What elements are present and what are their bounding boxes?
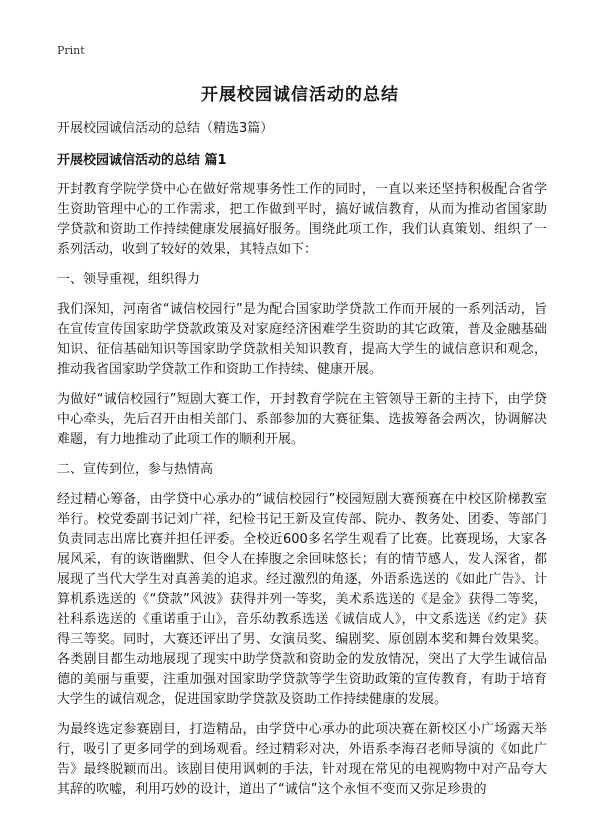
document-subtitle: 开展校园诚信活动的总结（精选3篇） [57,121,274,136]
paragraph-intro: 开封教育学院学贷中心在做好常规事务性工作的同时，一直以来还坚持积极配合省学生资助管理中心的工作需求，把工作做到平时，搞好诚信教育，从而为推动省国家助学贷款和资助工作持续健康发展搞好服务。围绕此项工作，我们认真策划、组织了一系列活动，收到了较好的效果，其特点如下： [57,182,547,257]
paragraph-preparation: 为做好“诚信校园行”短剧大赛工作，开封教育学院在主管领导王新的主持下，由学贷中心牵头，先后召开由相关部门、系部参加的大赛征集、选拔筹备会两次，协调解决难题，有力地推动了此项工作的顺利开展。 [57,392,547,447]
page-title: 开展校园诚信活动的总结 [201,85,399,105]
heading-leadership: 一、领导重视，组织得力 [57,272,201,287]
print-link[interactable]: Print [57,44,85,57]
heading-publicity: 二、宣传到位，参与热情高 [57,462,214,477]
document-body [57,120,547,810]
section-title: 开展校园诚信活动的总结 篇1 [57,153,227,168]
paragraph-awareness: 我们深知，河南省“诚信校园行”是为配合国家助学贷款工作而开展的一系列活动，旨在宣传宣传国家助学贷款政策及对家庭经济困难学生资助的其它政策，普及金融基础知识、征信基础知识等国家助学贷款相关知识教育，提高大学生的诚信意识和观念，推动我省国家助学贷款工作和资助工作持续、健康开展。 [57,302,547,377]
paragraph-competition: 经过精心筹备，由学贷中心承办的“诚信校园行”校园短剧大赛预赛在中校区阶梯教室举行。校党委副书记刘广祥，纪检书记王新及宣传部、院办、教务处、团委、等部门负责同志出席比赛并担任评委。全校近600多名学生观看了比赛。比赛现场，大家各展风采，有的诙谐幽默、但令人在捧腹之余回味悠长；有的情节感人，发人深省，都展现了当代大学生对真善美的追求。经过激烈的角逐，外语系选送的《如此广告》、计算机系选送的《“贷款”风波》获得并列一等奖，美术系选送的《是金》获得二等奖，社科系选送的《重诺重于山》，音乐幼教系选送《诚信成人》，中文系选送《约定》获得三等奖。同时，大赛还评出了男、女演员奖、编剧奖、原创剧本奖和舞台效果奖。各类剧目都生动地展现了现实中助学贷款和资助金的发放情况，突出了大学生诚信品德的美丽与重要，注重加强对国家助学贷款等学生资助政策的宣传教育，有助于培育大学生的诚信观念，促进国家助学贷款及资助工作持续健康的发展。 [57,492,547,707]
paragraph-final: 为最终选定参赛剧目，打造精品，由学贷中心承办的此项决赛在新校区小广场露天举行，吸引了更多同学的到场观看。经过精彩对决，外语系李海召老师导演的《如此广告》最终脱颖而出。该剧目使用讽刺的手法，针对现在常见的电视购物中对产品夸大其辞的吹嘘，利用巧妙的设计，道出了“诚信”这个永恒不变而又弥足珍贵的 [57,722,547,797]
